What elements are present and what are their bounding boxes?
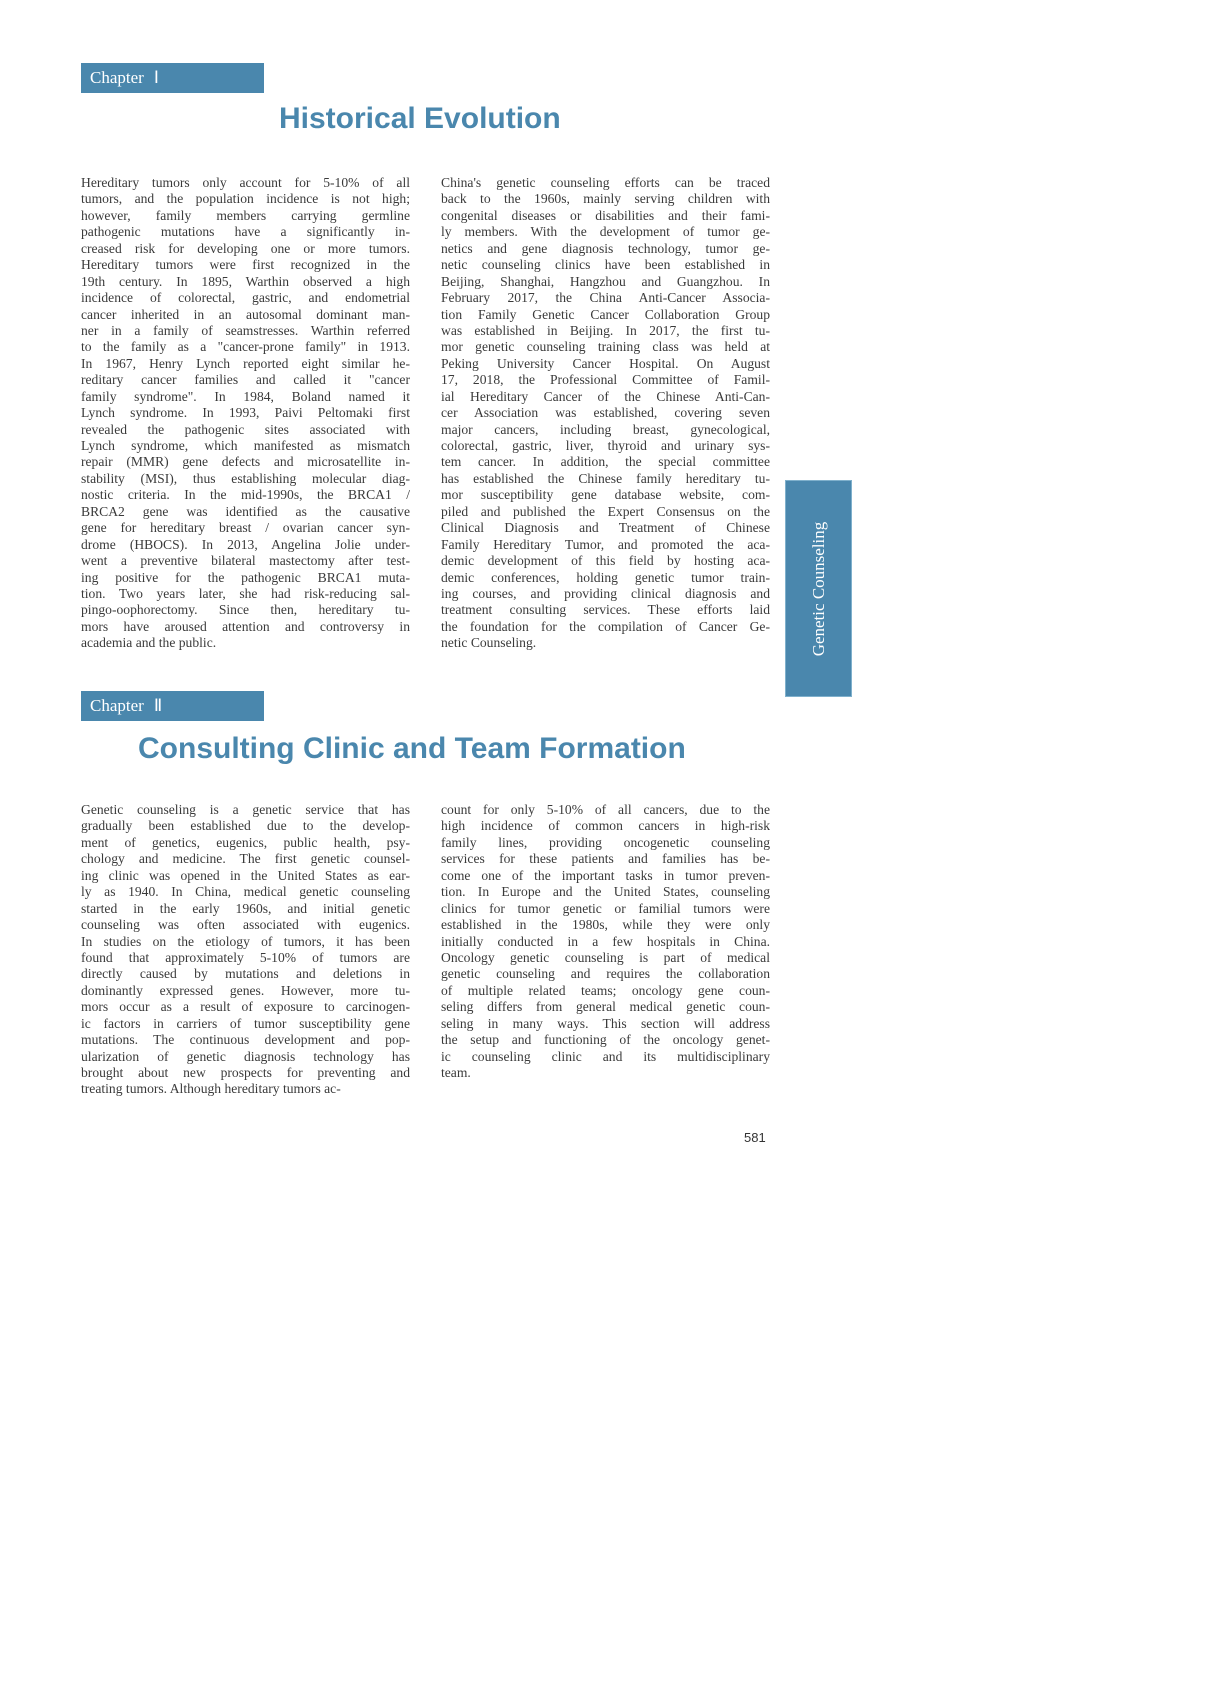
text-line: creased risk for developing one or more tumors. — [81, 240, 410, 256]
text-line: counseling was often associated with eugenics. — [81, 917, 410, 933]
text-line: went a preventive bilateral mastectomy after test- — [81, 553, 410, 569]
text-line: however, family members carrying germline — [81, 207, 410, 223]
text-line: netic counseling clinics have been established in — [441, 257, 770, 273]
text-line: team. — [441, 1065, 471, 1080]
chapter-2-column-2 — [441, 802, 770, 1081]
chapter-label-text: Chapter — [90, 68, 144, 87]
text-line: established in the 1980s, while they were only — [441, 917, 770, 933]
text-line: Lynch syndrome, which manifested as mismatch — [81, 438, 410, 453]
text-line: ing positive for the pathogenic BRCA1 muta- — [81, 569, 410, 585]
text-line: dominantly expressed genes. However, more tu- — [81, 982, 410, 998]
text-line: cer Association was established, covering seven — [441, 405, 770, 421]
text-line: ner in a family of seamstresses. Warthin referred — [81, 322, 410, 338]
text-line: back to the 1960s, mainly serving children with — [441, 191, 770, 207]
text-line: netic Counseling. — [441, 635, 537, 651]
chapter-label-text: Chapter — [90, 696, 144, 715]
text-line: genetic counseling and requires the collaboration — [441, 966, 770, 982]
text-line: In studies on the etiology of tumors, it has been — [81, 933, 410, 949]
text-line: 19th century. In 1895, Warthin observed a high — [81, 273, 410, 289]
chapter-1-label — [81, 63, 264, 93]
text-line: tem cancer. In addition, the special committee — [441, 454, 770, 470]
text-line: pathogenic mutations have a significantly in- — [81, 224, 410, 240]
text-line: ment of genetics, eugenics, public health, psy- — [81, 834, 410, 850]
text-line: directly caused by mutations and deletions in — [81, 966, 410, 982]
chapter-1-column-1 — [81, 175, 410, 652]
text-line: drome (HBOCS). In 2013, Angelina Jolie under- — [81, 536, 410, 552]
text-line: revealed the pathogenic sites associated with — [81, 421, 410, 437]
text-line: was established in Beijing. In 2017, the first tu- — [441, 322, 770, 338]
text-line: ly as 1940. In China, medical genetic counseling — [81, 884, 410, 900]
text-line: reditary cancer families and called it "cancer — [81, 372, 410, 388]
text-line: Lynch syndrome. In 1993, Paivi Peltomaki first — [81, 405, 410, 421]
text-line: Beijing, Shanghai, Hangzhou and Guangzhou. In — [441, 273, 770, 289]
side-tab-label: Genetic Counseling — [808, 521, 828, 656]
text-line: demic development of this field by hosting aca- — [441, 553, 770, 569]
text-line: Hereditary tumors only account for 5-10% of all — [81, 175, 410, 190]
text-line: netics and gene diagnosis technology, tumor ge- — [441, 240, 770, 256]
section-title-historical-evolution: Historical Evolution — [279, 102, 561, 135]
text-line: ial Hereditary Cancer of the Chinese Anti-Can- — [441, 388, 770, 404]
text-line: seling differs from general medical genetic coun- — [441, 999, 770, 1015]
text-line: Clinical Diagnosis and Treatment of Chinese — [441, 520, 770, 536]
text-line: high incidence of common cancers in high-risk — [441, 818, 770, 834]
text-line: come one of the important tasks in tumor preven- — [441, 867, 770, 883]
text-line: cancer inherited in an autosomal dominant man- — [81, 306, 410, 322]
text-line: ic factors in carriers of tumor susceptibility gene — [81, 1015, 410, 1031]
chapter-numeral: Ⅰ — [153, 68, 159, 87]
text-line: tion. Two years later, she had risk-reducing sal- — [81, 585, 410, 601]
text-line: 17, 2018, the Professional Committee of Famil- — [441, 372, 770, 388]
text-line: clinics for tumor genetic or familial tumors were — [441, 900, 770, 916]
text-line: Oncology genetic counseling is part of medical — [441, 949, 770, 965]
text-line: gradually been established due to the develop- — [81, 818, 410, 834]
text-line: piled and published the Expert Consensus on the — [441, 503, 770, 519]
text-line: ing clinic was opened in the United States as ear- — [81, 867, 410, 883]
text-line: BRCA2 gene was identified as the causative — [81, 503, 410, 519]
text-line: demic conferences, holding genetic tumor train- — [441, 569, 770, 585]
text-line: stability (MSI), thus establishing molecular diag- — [81, 470, 410, 486]
text-line: ularization of genetic diagnosis technology has — [81, 1048, 410, 1064]
text-line: colorectal, gastric, liver, thyroid and urinary sys- — [441, 438, 770, 453]
text-line: has established the Chinese family hereditary tu- — [441, 470, 770, 486]
text-line: tumors, and the population incidence is not high; — [81, 191, 410, 207]
page-number: 581 — [744, 1130, 766, 1145]
text-line: repair (MMR) gene defects and microsatellite in- — [81, 454, 410, 470]
chapter-2-column-1 — [81, 802, 410, 1098]
text-line: February 2017, the China Anti-Cancer Associa- — [441, 290, 770, 306]
text-line: incidence of colorectal, gastric, and endometrial — [81, 290, 410, 306]
text-line: Family Hereditary Tumor, and promoted the aca- — [441, 536, 770, 552]
text-line: Peking University Cancer Hospital. On August — [441, 355, 770, 371]
text-line: treating tumors. Although hereditary tumors ac- — [81, 1081, 341, 1097]
text-line: pingo-oophorectomy. Since then, hereditary tu- — [81, 602, 410, 618]
text-line: major cancers, including breast, gynecological, — [441, 421, 770, 437]
text-line: mutations. The continuous development and pop- — [81, 1032, 410, 1048]
text-line: to the family as a "cancer-prone family" in 1913. — [81, 339, 410, 355]
text-line: seling in many ways. This section will address — [441, 1015, 770, 1031]
text-line: ing courses, and providing clinical diagnosis and — [441, 585, 770, 601]
text-line: mors occur as a result of exposure to carcinogen- — [81, 999, 410, 1015]
text-line: treatment consulting services. These efforts laid — [441, 602, 770, 618]
text-line: mors have aroused attention and controversy in — [81, 618, 410, 634]
chapter-numeral: Ⅱ — [153, 696, 163, 715]
text-line: congenital diseases or disabilities and their fami- — [441, 207, 770, 223]
text-line: family syndrome". In 1984, Boland named it — [81, 388, 410, 404]
text-line: academia and the public. — [81, 635, 217, 651]
text-line: ic counseling clinic and its multidisciplinary — [441, 1048, 770, 1064]
text-line: found that approximately 5-10% of tumors are — [81, 949, 410, 965]
text-line: nostic criteria. In the mid-1990s, the BRCA1 / — [81, 487, 410, 503]
chapter-1-column-2 — [441, 175, 770, 652]
text-line: the setup and functioning of the oncology genet- — [441, 1032, 770, 1048]
text-line: mor susceptibility gene database website, com- — [441, 487, 770, 503]
text-line: of multiple related teams; oncology gene coun- — [441, 982, 770, 998]
text-line: gene for hereditary breast / ovarian cancer syn- — [81, 520, 410, 536]
text-line: initially conducted in a few hospitals in China. — [441, 933, 770, 949]
text-line: mor genetic counseling training class was held at — [441, 339, 770, 355]
text-line: started in the early 1960s, and initial genetic — [81, 900, 410, 916]
text-line: services for these patients and families has be- — [441, 851, 770, 867]
text-line: Genetic counseling is a genetic service that has — [81, 802, 410, 817]
text-line: ly members. With the development of tumor ge- — [441, 224, 770, 240]
text-line: chology and medicine. The first genetic counsel- — [81, 851, 410, 867]
text-line: China's genetic counseling efforts can be traced — [441, 175, 770, 190]
text-line: tion. In Europe and the United States, counseling — [441, 884, 770, 900]
text-line: In 1967, Henry Lynch reported eight similar he- — [81, 355, 410, 371]
text-line: the foundation for the compilation of Cancer Ge- — [441, 618, 770, 634]
text-line: family lines, providing oncogenetic counseling — [441, 834, 770, 850]
text-line: brought about new prospects for preventing and — [81, 1065, 410, 1080]
text-line: count for only 5-10% of all cancers, due to the — [441, 802, 770, 817]
section-title-consulting-clinic: Consulting Clinic and Team Formation — [138, 732, 686, 765]
side-tab-genetic-counseling — [785, 480, 852, 697]
text-line: Hereditary tumors were first recognized in the — [81, 257, 410, 273]
text-line: tion Family Genetic Cancer Collaboration Group — [441, 306, 770, 322]
chapter-2-label — [81, 691, 264, 721]
